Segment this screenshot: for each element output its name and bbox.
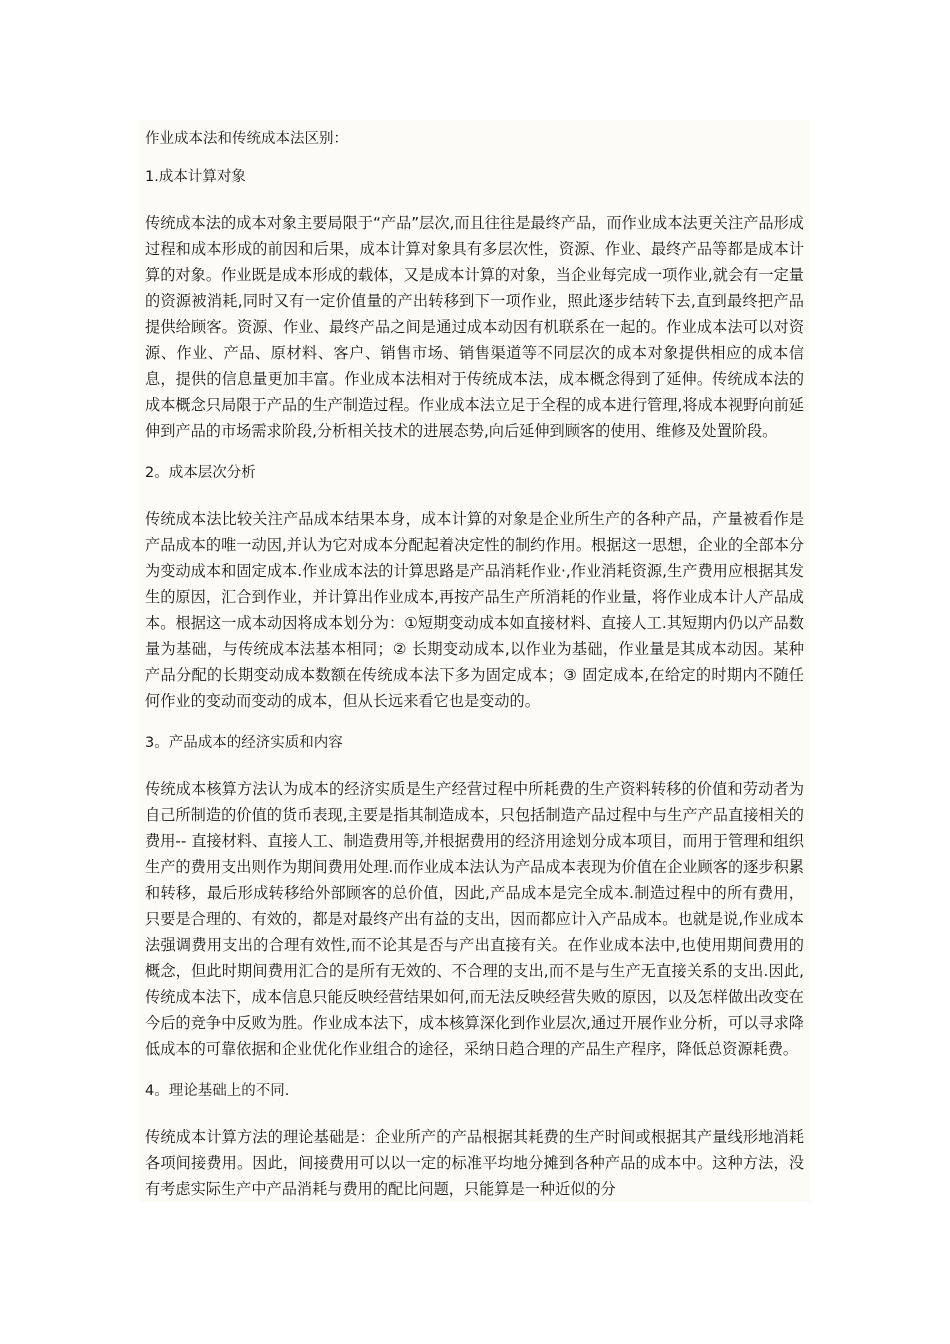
section-body-2: 传统成本法比较关注产品成本结果本身，成本计算的对象是企业所生产的各种产品，产量被看作是产品成本的唯一动因,并认为它对成本分配起着决定性的制约作用。根据这一思想，企业的全部本分为变动成本和固定成本.作业成本法的计算思路是产品消耗作业·,作业消耗资源,生产费用应根据其发生的原因，汇合到作业，并计算出作业成本,再按产品生产所消耗的作业量，将作业成本计人产品成本。根据这一成本动因将成本划分为：①短期变动成本如直接材料、直接人工.其短期内仍以产品数量为基础，与传统成本法基本相同；② 长期变动成本,以作业为基础，作业量是其成本动因。某种产品分配的长期变动成本数额在传统成本法下多为固定成本；③ 固定成本,在给定的时期内不随任何作业的变动而变动的成本，但从长远来看它也是变动的。 [145,510,804,710]
section-heading-4: 4。理论基础上的不同. [145,1083,290,1099]
section-body-3: 传统成本核算方法认为成本的经济实质是生产经营过程中所耗费的生产资料转移的价值和劳动者为自己所制造的价值的货币表现,主要是指其制造成本，只包括制造产品过程中与生产产品直接相关的费用-- 直接材料、直接人工、制造费用等,并根据费用的经济用途划分成本项目，而用于管理和组织生产的费用支出则作为期间费用处理.而作业成本法认为产品成本表现为价值在企业顾客的逐步积累和转移，最后形成转移给外部顾客的总价值，因此,产品成本是完全成本.制造过程中的所有费用，只要是合理的、有效的，都是对最终产出有益的支出，因而都应计入产品成本。也就是说,作业成本法强调费用支出的合理有效性,而不论其是否与产出直接有关。在作业成本法中,也使用期间费用的概念，但此时期间费用汇合的是所有无效的、不合理的支出,而不是与生产无直接关系的支出.因此,传统成本法下，成本信息只能反映经营结果如何,而无法反映经营失败的原因，以及怎样做出改变在今后的竞争中反败为胜。作业成本法下，成本核算深化到作业层次,通过开展作业分析，可以寻求降低成本的可靠依据和企业优化作业组合的途径，采纳日趋合理的产品生产程序，降低总资源耗费。 [145,780,804,1058]
section-heading-3: 3。产品成本的经济实质和内容 [145,735,343,751]
section-heading-1: 1.成本计算对象 [145,169,246,185]
document-title: 作业成本法和传统成本法区别： [145,131,348,147]
section-body-4: 传统成本计算方法的理论基础是：企业所产的产品根据其耗费的生产时间或根据其产量线形地消耗各项间接费用。因此，间接费用可以以一定的标准平均地分摊到各种产品的成本中。这种方法，没有考虑实际生产中产品消耗与费用的配比问题，只能算是一种近似的分 [145,1128,804,1198]
document-body [139,120,810,1202]
section-body-1: 传统成本法的成本对象主要局限于“产品”层次,而且往往是最终产品，而作业成本法更关注产品形成过程和成本形成的前因和后果，成本计算对象具有多层次性，资源、作业、最终产品等都是成本计算的对象。作业既是成本形成的载体，又是成本计算的对象，当企业每完成一项作业,就会有一定量的资源被消耗,同时又有一定价值量的产出转移到下一项作业，照此逐步结转下去,直到最终把产品提供给顾客。资源、作业、最终产品之间是通过成本动因有机联系在一起的。作业成本法可以对资源、作业、产品、原材料、客户、销售市场、销售渠道等不同层次的成本对象提供相应的成本信息，提供的信息量更加丰富。作业成本法相对于传统成本法，成本概念得到了延伸。传统成本法的成本概念只局限于产品的生产制造过程。作业成本法立足于全程的成本进行管理,将成本视野向前延伸到产品的市场需求阶段,分析相关技术的进展态势,向后延伸到顾客的使用、维修及处置阶段。 [145,214,804,440]
section-heading-2: 2。成本层次分析 [145,465,256,481]
